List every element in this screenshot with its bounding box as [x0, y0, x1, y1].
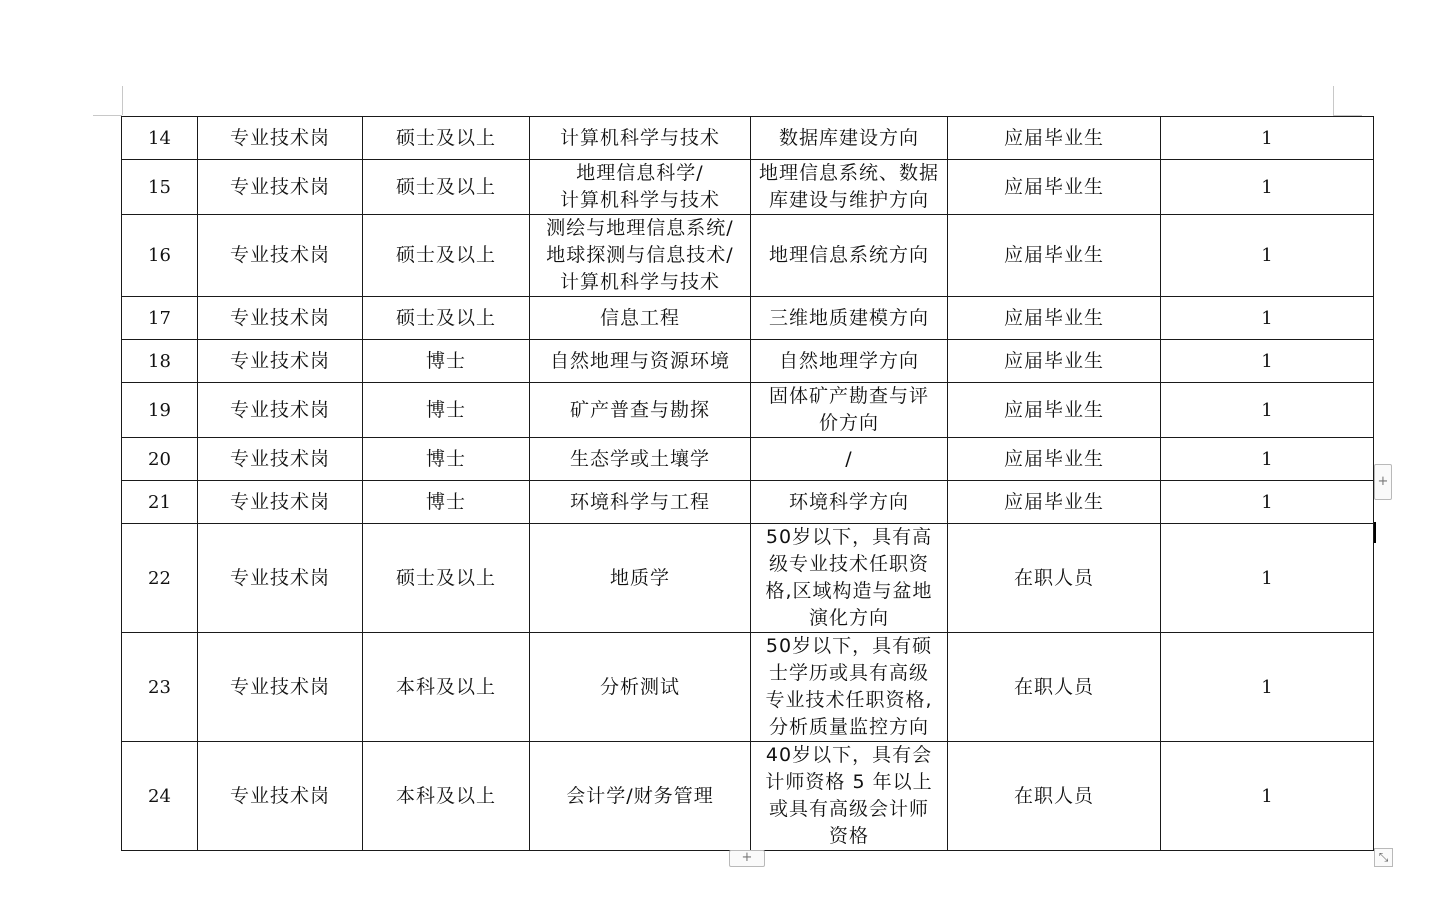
cell-direction[interactable] [751, 481, 948, 524]
cell-count[interactable]: 1 [1161, 297, 1374, 340]
cell-direction-line: 40岁以下，具有会 [765, 744, 933, 766]
page-corner-mark-left [93, 115, 122, 116]
table-row[interactable] [122, 742, 1374, 851]
cell-number[interactable]: 21 [122, 481, 198, 524]
cell-major-line: 地球探测与信息技术/ [546, 244, 734, 266]
cell-major-line: 生态学或土壤学 [569, 447, 710, 470]
cell-count[interactable]: 1 [1161, 742, 1374, 851]
cell-target[interactable]: 应届毕业生 [948, 383, 1161, 438]
page-corner-mark-right [1333, 86, 1334, 115]
table-row[interactable] [122, 160, 1374, 215]
table-row[interactable] [122, 633, 1374, 742]
cell-major-line: 信息工程 [599, 306, 680, 329]
cell-number[interactable]: 23 [122, 633, 198, 742]
cell-direction-line: 环境科学方向 [788, 490, 909, 513]
cell-major[interactable] [530, 117, 751, 160]
cell-direction-line: 士学历或具有高级 [768, 662, 929, 684]
cell-number[interactable]: 19 [122, 383, 198, 438]
table-row[interactable] [122, 215, 1374, 297]
cell-direction[interactable] [751, 633, 948, 742]
cell-direction-line: 或具有高级会计师 [768, 798, 929, 820]
cell-direction-line: 分析质量监控方向 [768, 716, 929, 738]
cell-position-type[interactable]: 专业技术岗 [198, 383, 363, 438]
cell-count[interactable]: 1 [1161, 117, 1374, 160]
cell-number[interactable]: 17 [122, 297, 198, 340]
cell-position-type[interactable]: 专业技术岗 [198, 524, 363, 633]
cell-major[interactable] [530, 297, 751, 340]
cell-education[interactable]: 本科及以上 [363, 742, 530, 851]
table-resize-handle[interactable]: ⤡ [1374, 848, 1393, 867]
table-row[interactable] [122, 340, 1374, 383]
cell-direction-line: 50岁以下，具有高 [765, 526, 933, 548]
cell-direction-line: 专业技术任职资格, [765, 689, 933, 711]
cell-education[interactable]: 博士 [363, 481, 530, 524]
cell-target[interactable]: 应届毕业生 [948, 297, 1161, 340]
cell-major-line: 自然地理与资源环境 [549, 349, 730, 372]
cell-target[interactable]: 应届毕业生 [948, 117, 1161, 160]
cell-education[interactable]: 硕士及以上 [363, 297, 530, 340]
table-row[interactable] [122, 297, 1374, 340]
cell-direction-line: 地理信息系统方向 [768, 244, 929, 266]
cell-direction[interactable] [751, 117, 948, 160]
cell-target[interactable]: 在职人员 [948, 524, 1161, 633]
cell-direction-line: 固体矿产勘查与评 [768, 385, 929, 407]
cell-major[interactable] [530, 524, 751, 633]
cell-target[interactable]: 应届毕业生 [948, 340, 1161, 383]
cell-direction-line: 计师资格 5 年以上 [765, 771, 933, 793]
cell-education[interactable]: 硕士及以上 [363, 117, 530, 160]
cell-major[interactable] [530, 383, 751, 438]
cell-major-line: 分析测试 [599, 675, 680, 698]
cell-direction-line: 地理信息系统、数据 [758, 162, 939, 184]
cell-direction-line: / [845, 447, 853, 470]
cell-major-line: 测绘与地理信息系统/ [546, 217, 734, 239]
cell-direction[interactable] [751, 160, 948, 215]
table-row[interactable] [122, 481, 1374, 524]
cell-count[interactable]: 1 [1161, 524, 1374, 633]
cell-number[interactable]: 24 [122, 742, 198, 851]
cell-count[interactable]: 1 [1161, 481, 1374, 524]
cell-direction[interactable] [751, 215, 948, 297]
cell-direction[interactable] [751, 297, 948, 340]
cell-direction-line: 资格 [828, 825, 869, 847]
cell-count[interactable]: 1 [1161, 383, 1374, 438]
cell-count[interactable]: 1 [1161, 340, 1374, 383]
cell-count[interactable]: 1 [1161, 438, 1374, 481]
table-row[interactable] [122, 117, 1374, 160]
cell-number[interactable]: 16 [122, 215, 198, 297]
cell-direction[interactable] [751, 438, 948, 481]
cell-education[interactable]: 硕士及以上 [363, 524, 530, 633]
cell-target[interactable]: 应届毕业生 [948, 438, 1161, 481]
cell-direction-line: 演化方向 [808, 607, 889, 629]
cell-count[interactable]: 1 [1161, 633, 1374, 742]
cell-direction-line: 价方向 [818, 412, 879, 434]
cell-major[interactable] [530, 633, 751, 742]
cell-education[interactable]: 硕士及以上 [363, 215, 530, 297]
cell-position-type[interactable]: 专业技术岗 [198, 438, 363, 481]
table-row[interactable] [122, 524, 1374, 633]
cell-direction[interactable] [751, 742, 948, 851]
cell-number[interactable]: 22 [122, 524, 198, 633]
recruitment-table[interactable] [121, 116, 1374, 851]
cell-direction[interactable] [751, 340, 948, 383]
cell-target[interactable]: 应届毕业生 [948, 160, 1161, 215]
cell-position-type[interactable]: 专业技术岗 [198, 117, 363, 160]
cell-number[interactable]: 15 [122, 160, 198, 215]
cell-direction-line: 库建设与维护方向 [768, 189, 929, 211]
cell-position-type[interactable]: 专业技术岗 [198, 481, 363, 524]
cell-number[interactable]: 14 [122, 117, 198, 160]
cell-education[interactable]: 硕士及以上 [363, 160, 530, 215]
cell-position-type[interactable]: 专业技术岗 [198, 297, 363, 340]
table-row[interactable] [122, 438, 1374, 481]
cell-major[interactable] [530, 438, 751, 481]
cell-direction-line: 级专业技术任职资 [768, 553, 929, 575]
cell-direction[interactable] [751, 383, 948, 438]
cell-major[interactable] [530, 160, 751, 215]
text-cursor [1374, 522, 1376, 543]
cell-direction-line: 50岁以下，具有硕 [765, 635, 933, 657]
cell-major[interactable] [530, 481, 751, 524]
cell-major-line: 环境科学与工程 [569, 490, 710, 513]
cell-count[interactable]: 1 [1161, 215, 1374, 297]
cell-major-line: 地质学 [609, 566, 670, 589]
cell-education[interactable]: 博士 [363, 438, 530, 481]
cell-major-line: 地理信息科学/ [576, 162, 704, 184]
cell-direction[interactable] [751, 524, 948, 633]
cell-position-type[interactable]: 专业技术岗 [198, 633, 363, 742]
cell-position-type[interactable]: 专业技术岗 [198, 160, 363, 215]
cell-major-line: 矿产普查与勘探 [569, 398, 710, 421]
cell-major-line: 计算机科学与技术 [559, 271, 720, 293]
cell-education[interactable]: 博士 [363, 383, 530, 438]
page-corner-mark-left [122, 86, 123, 115]
cell-direction-line: 格,区域构造与盆地 [765, 580, 933, 602]
cell-major[interactable] [530, 215, 751, 297]
add-row-button[interactable]: + [729, 850, 765, 867]
cell-position-type[interactable]: 专业技术岗 [198, 742, 363, 851]
cell-direction-line: 自然地理学方向 [778, 349, 919, 372]
cell-position-type[interactable]: 专业技术岗 [198, 340, 363, 383]
cell-major-line: 计算机科学与技术 [559, 189, 720, 211]
cell-target[interactable]: 在职人员 [948, 742, 1161, 851]
cell-target[interactable]: 应届毕业生 [948, 215, 1161, 297]
cell-target[interactable]: 应届毕业生 [948, 481, 1161, 524]
cell-major-line: 计算机科学与技术 [559, 126, 720, 149]
cell-number[interactable]: 18 [122, 340, 198, 383]
cell-count[interactable]: 1 [1161, 160, 1374, 215]
cell-position-type[interactable]: 专业技术岗 [198, 215, 363, 297]
cell-education[interactable]: 本科及以上 [363, 633, 530, 742]
cell-major[interactable] [530, 340, 751, 383]
table-row[interactable] [122, 383, 1374, 438]
cell-direction-line: 数据库建设方向 [778, 126, 919, 149]
add-column-button[interactable]: + [1374, 464, 1392, 500]
cell-major[interactable] [530, 742, 751, 851]
cell-number[interactable]: 20 [122, 438, 198, 481]
cell-education[interactable]: 博士 [363, 340, 530, 383]
cell-direction-line: 三维地质建模方向 [768, 306, 929, 329]
cell-major-line: 会计学/财务管理 [566, 784, 714, 807]
cell-target[interactable]: 在职人员 [948, 633, 1161, 742]
